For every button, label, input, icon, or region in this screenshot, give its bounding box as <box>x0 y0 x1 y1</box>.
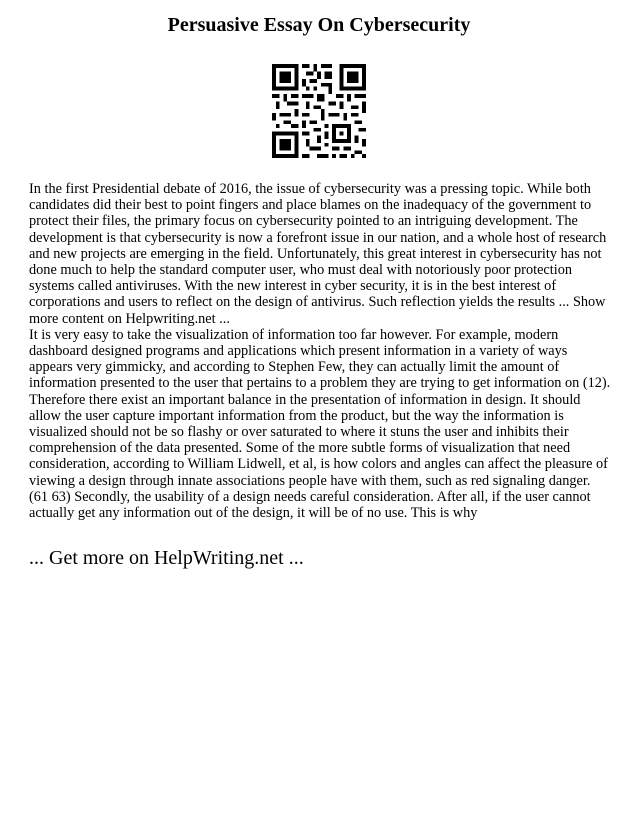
get-more-link[interactable]: ... Get more on HelpWriting.net ... <box>29 547 304 569</box>
essay-paragraph-1: In the first Presidential debate of 2016, the issue of cybersecurity was a pressing topic. While both candidates did their best to point fingers and place blames on the inadequacy of the government to protect their files, the primary focus on cybersecurity pointed to an intriguing development. The development is that cybersecurity is now a forefront issue in our nation, and a whole host of research and new projects are emerging in the field. Unfortunately, this great interest in cybersecurity has not done much to help the standard computer user, who must deal with notoriously poor protection systems called antiviruses. With the new interest in cyber security, it is in the best interest of corporations and users to reflect on the design of antivirus. Such reflection yields the results ... Show more content on Helpwriting.net ... <box>29 181 607 327</box>
essay-body <box>29 181 611 521</box>
qr-code-icon <box>272 64 366 158</box>
page-title: Persuasive Essay On Cybersecurity <box>167 14 471 36</box>
essay-paragraph-2: It is very easy to take the visualization of information too far however. For example, modern dashboard designed programs and applications which present information in a variety of ways appears very gimmicky, and according to Stephen Few, they can actually limit the amount of information presented to the user that pertains to a problem they are trying to get information on (12). Therefore there exist an important balance in the presentation of information in design. It should allow the user capture important information from the product, but the way the information is visualized should not be so flashy or over saturated to where it stuns the user and inhibits their comprehension of the data presented. Some of the more subtle forms of visualization that need consideration, according to William Lidwell, et al, is how colors and angles can affect the pleasure of viewing a design through innate associations people have with them, such as red signaling danger. (61 63) Secondly, the usability of a design needs careful consideration. After all, if the user cannot actually get any information out of the design, it will be of no use. This is why <box>29 326 611 522</box>
